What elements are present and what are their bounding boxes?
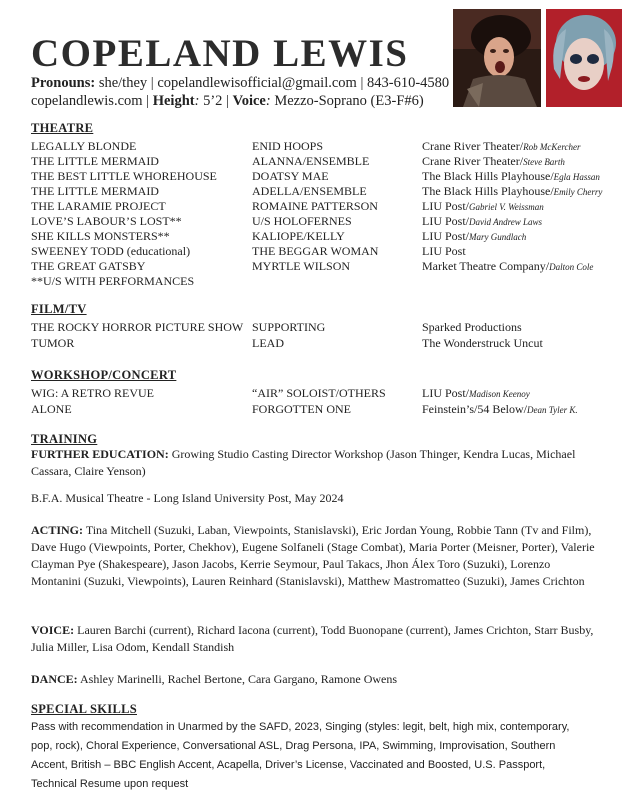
theatre-note-row (0, 274, 627, 289)
director: Rob McKercher (523, 142, 581, 152)
dance-text: Ashley Marinelli, Rachel Bertone, Cara Gargano, Ramone Owens (80, 672, 398, 686)
special-skills-text: Pass with recommendation in Unarmed by the SAFD, 2023, Singing (styles: legit, belt, high mix, contemporary, pop, rock), Choral Experience, Conversational ASL, Drag Persona, IPA, Swimming, Improvisation, Southern Accent, British – BBC English Accent, Acapella, Driver’s License, Vaccinated and Boosted, U.S. Passport, Technical Resume upon request (31, 721, 570, 790)
separator: | (150, 75, 154, 91)
role: LEAD (252, 336, 284, 350)
workshop-title: ALONE (31, 402, 72, 416)
role: FORGOTTEN ONE (252, 402, 351, 416)
show-title: SWEENEY TODD (educational) (31, 244, 191, 258)
role: DOATSY MAE (252, 169, 329, 183)
contact-line-1 (31, 75, 449, 92)
venue: LIU Post/Mary Gundlach (422, 229, 527, 243)
section-heading-workshop: WORKSHOP/CONCERT (31, 368, 177, 382)
voice-training (31, 622, 601, 656)
separator: | (226, 93, 229, 109)
voice-value: Mezzo-Soprano (E3-F#6) (274, 93, 424, 109)
voice-label: Voice (232, 93, 266, 109)
actor-name: COPELAND LEWIS (31, 32, 409, 75)
workshop-row (0, 386, 627, 401)
dance-training (31, 671, 601, 688)
theatre-row (0, 169, 627, 184)
dance-label: DANCE: (31, 672, 78, 686)
venue: Market Theatre Company/Dalton Cole (422, 259, 594, 273)
company: Sparked Productions (422, 320, 522, 334)
film-row (0, 320, 627, 335)
company: The Wonderstruck Uncut (422, 336, 543, 350)
role: ROMAINE PATTERSON (252, 199, 378, 213)
email-link[interactable]: copelandlewisofficial@gmail.com (157, 75, 357, 91)
workshop-title: WIG: A RETRO REVUE (31, 386, 154, 400)
role: THE BEGGAR WOMAN (252, 244, 379, 258)
film-row (0, 336, 627, 351)
show-title: LEGALLY BLONDE (31, 139, 137, 153)
section-heading-training: TRAINING (31, 432, 98, 446)
role: ENID HOOPS (252, 139, 324, 153)
headshot-photo-1 (453, 9, 541, 107)
role: “AIR” SOLOIST/OTHERS (252, 386, 386, 400)
section-heading-special-skills: SPECIAL SKILLS (31, 702, 137, 716)
venue: The Black Hills Playhouse/Egla Hassan (422, 169, 600, 183)
separator: | (360, 75, 364, 91)
acting-label: ACTING: (31, 523, 84, 537)
show-title: THE GREAT GATSBY (31, 259, 146, 273)
phone-number[interactable]: 843-610-4580 (366, 75, 450, 91)
show-title: THE LITTLE MERMAID (31, 154, 159, 168)
venue: Crane River Theater/Steve Barth (422, 154, 565, 168)
venue: The Black Hills Playhouse/Emily Cherry (422, 184, 603, 198)
role: ALANNA/ENSEMBLE (252, 154, 370, 168)
show-title: THE LARAMIE PROJECT (31, 199, 166, 213)
further-education-text: Growing Studio Casting Director Workshop (Jason Thinger, Kendra Lucas, Michael Cassara, Claire Yenson) (31, 447, 576, 478)
section-heading-theatre: THEATRE (31, 121, 94, 135)
director: Steve Barth (523, 157, 565, 167)
headshot-photo-2 (546, 9, 622, 107)
venue: LIU Post/Madison Keenoy (422, 386, 530, 400)
theatre-row (0, 229, 627, 244)
director: Mary Gundlach (469, 232, 527, 242)
voice-training-text: Lauren Barchi (current), Richard Iacona (current), Todd Buonopane (current), James Crichton, Starr Busby, Julia Miller, Lisa Odom, Kendall Standish (31, 623, 594, 654)
show-title: SHE KILLS MONSTERS** (31, 229, 170, 243)
acting-training (31, 522, 601, 590)
role: U/S HOLOFERNES (252, 214, 352, 228)
contact-line-2: copelandlewis.com | Height: 5’2 | Voice: Mezzo-Soprano (E3-F#6) (31, 93, 424, 109)
venue: Crane River Theater/Rob McKercher (422, 139, 581, 153)
role: ADELLA/ENSEMBLE (252, 184, 367, 198)
height-value: 5’2 (203, 93, 223, 109)
theatre-row (0, 184, 627, 199)
director: David Andrew Laws (469, 217, 543, 227)
separator: | (146, 93, 150, 109)
pronouns-label: Pronouns: (31, 75, 96, 91)
role: SUPPORTING (252, 320, 326, 334)
venue: Feinstein’s/54 Below/Dean Tyler K. (422, 402, 578, 416)
venue: LIU Post/Gabriel V. Weissman (422, 199, 544, 213)
director: Gabriel V. Weissman (469, 202, 544, 212)
pronouns-value: she/they (98, 75, 148, 91)
further-education (31, 446, 601, 480)
theatre-row (0, 139, 627, 154)
role: MYRTLE WILSON (252, 259, 351, 273)
theatre-row (0, 259, 627, 274)
voice-training-label: VOICE: (31, 623, 75, 637)
height-label: Height (152, 93, 195, 109)
understudy-note: **U/S WITH PERFORMANCES (31, 274, 195, 288)
director: Dalton Cole (549, 262, 594, 272)
director: Egla Hassan (553, 172, 600, 182)
show-title: THE LITTLE MERMAID (31, 184, 159, 198)
website-link[interactable]: copelandlewis.com (31, 93, 143, 109)
role: KALIOPE/KELLY (252, 229, 345, 243)
section-heading-film-tv: FILM/TV (31, 302, 87, 316)
venue: LIU Post (422, 244, 466, 258)
director: Dean Tyler K. (527, 405, 578, 415)
theatre-row (0, 244, 627, 259)
film-title: TUMOR (31, 336, 75, 350)
further-education-label: FURTHER EDUCATION: (31, 447, 169, 461)
venue: LIU Post/David Andrew Laws (422, 214, 543, 228)
workshop-row (0, 402, 627, 417)
theatre-row (0, 199, 627, 214)
show-title: THE BEST LITTLE WHOREHOUSE (31, 169, 217, 183)
theatre-row (0, 214, 627, 229)
director: Madison Keenoy (469, 389, 530, 399)
theatre-row (0, 154, 627, 169)
show-title: LOVE’S LABOUR’S LOST** (31, 214, 182, 228)
film-title: THE ROCKY HORROR PICTURE SHOW (31, 320, 244, 334)
degree: B.F.A. Musical Theatre - Long Island University Post, May 2024 (31, 491, 344, 505)
acting-text: Tina Mitchell (Suzuki, Laban, Viewpoints, Stanislavski), Eric Jordan Young, Robbie Tann (Tv and Film), Dave Hugo (Viewpoints, Porter, Chekhov), Eugene Solfaneli (Stage Combat), Maria Porter (Meisner, Porter), Valerie Clayman Pye (Shakespeare), Jason Jacobs, Kerrie Seymour, Paul Takacs, Jhon Álex Toro (Suzuki), Lorenzo Montanini (Suzuki, Viewpoints), Lauren Reinhard (Stanislavski), Matthew Mastromatteo (Suzuki), James Crichton (31, 523, 595, 588)
director: Emily Cherry (553, 187, 603, 197)
